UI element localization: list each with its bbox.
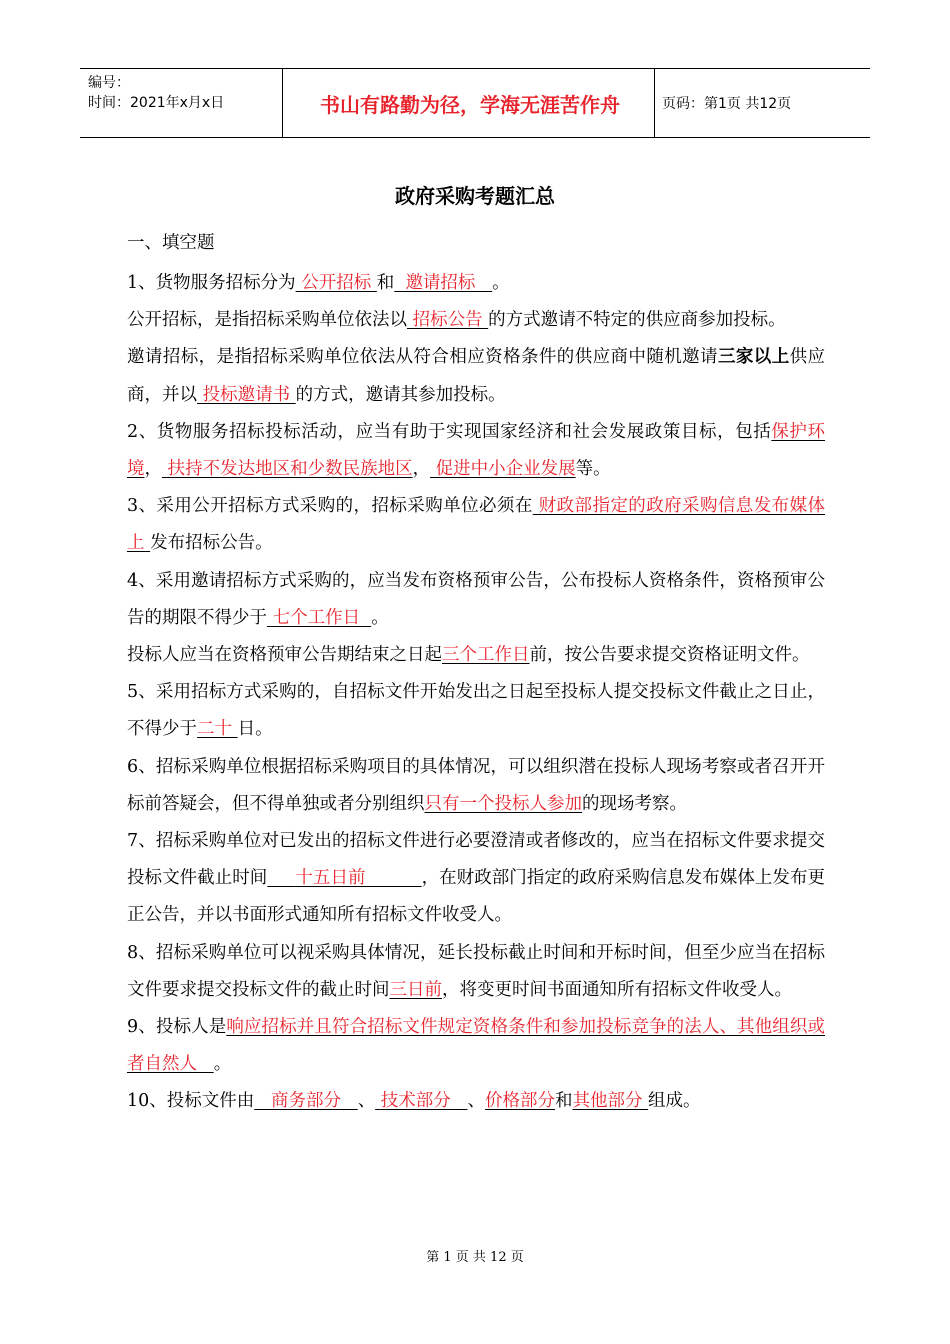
question-text: 、 bbox=[467, 1091, 485, 1112]
header-page-info: 页码：第1页 共12页 bbox=[662, 96, 792, 112]
question-7 bbox=[127, 823, 825, 935]
answer: 财政部指定的政府采购信息发布媒体上 bbox=[127, 496, 825, 554]
question-text: 6、招标采购单位根据招标采购项目的具体情况，可以组织潜在投标人现场考察或者召开开标前答疑会，但不得单独或者分别组织 bbox=[127, 756, 825, 814]
paragraph-invite-tender bbox=[127, 339, 825, 413]
question-6 bbox=[127, 749, 825, 823]
question-text: 10、投标文件由 bbox=[127, 1091, 255, 1112]
header-divider bbox=[282, 69, 283, 137]
blank bbox=[451, 1091, 468, 1111]
bold-text: 三家以上 bbox=[717, 347, 790, 368]
question-text: 。 bbox=[371, 607, 389, 628]
answer: 扶持不发达地区和少数民族地区 bbox=[167, 459, 413, 480]
blank bbox=[475, 273, 492, 293]
question-text: 等。 bbox=[575, 459, 611, 480]
question-text: 投标人应当在资格预审公告期结束之日起 bbox=[127, 645, 442, 666]
question-text: ，将变更时间书面通知所有招标文件收受人。 bbox=[442, 979, 792, 1000]
question-text: 。 bbox=[492, 273, 510, 293]
answer: 技术部分 bbox=[380, 1091, 451, 1112]
section-heading: 一、填空题 bbox=[127, 233, 215, 253]
document-body bbox=[127, 228, 825, 1121]
document-title: 政府采购考题汇总 bbox=[395, 184, 555, 208]
question-text: 7、招标采购单位对已发出的招标文件进行必要澄清或者修改的，应当在招标文件要求提交投标文件截止时间 bbox=[127, 831, 825, 889]
blank bbox=[394, 273, 405, 293]
header-motto: 书山有路勤为径，学海无涯苦作舟 bbox=[320, 93, 620, 117]
answer: 其他部分 bbox=[572, 1091, 643, 1112]
header-table bbox=[80, 68, 870, 138]
question-text: 4、采用邀请招标方式采购的，应当发布资格预审公告，公布投标人资格条件，资格预审公告的期限不得少于 bbox=[127, 570, 825, 628]
question-text: 的方式邀请不特定的供应商参加投标。 bbox=[488, 310, 786, 331]
question-text: 发布招标公告。 bbox=[150, 533, 273, 554]
question-text: 供应商，并以 bbox=[127, 347, 826, 405]
question-9 bbox=[127, 1009, 825, 1083]
answer: 邀请招标 bbox=[405, 273, 476, 293]
question-10 bbox=[127, 1083, 825, 1120]
question-text: 8、招标采购单位可以视采购具体情况，延长投标截止时间和开标时间，但至少应当在招标文件要求提交投标文件的截止时间 bbox=[127, 942, 825, 1000]
answer: 三日前 bbox=[389, 979, 442, 1000]
blank bbox=[341, 1091, 358, 1111]
question-text: 3、采用公开招标方式采购的，招标采购单位必须在 bbox=[127, 496, 533, 517]
paragraph-open-tender bbox=[127, 302, 825, 339]
time-label: 时间：2021年x月x日 bbox=[88, 95, 225, 111]
blank bbox=[197, 1054, 214, 1074]
number-label: 编号： bbox=[88, 75, 130, 91]
blank bbox=[360, 608, 371, 628]
answer: 公开招标 bbox=[301, 273, 372, 293]
question-text: 。 bbox=[213, 1054, 232, 1075]
question-text: 日。 bbox=[237, 719, 273, 740]
answer: 三个工作日 bbox=[442, 645, 530, 666]
question-text: 1、货物服务招标分为 bbox=[127, 273, 296, 293]
question-2 bbox=[127, 414, 825, 488]
paragraph-prequalification bbox=[127, 637, 825, 674]
question-text: 5、采用招标方式采购的，自招标文件开始发出之日起至投标人提交投标文件截止之日止，不得少于 bbox=[127, 682, 825, 740]
page-footer: 第 1 页 共 12 页 bbox=[426, 1250, 524, 1265]
answer: 价格部分 bbox=[484, 1091, 555, 1112]
answer: 七个工作日 bbox=[272, 607, 361, 628]
blank bbox=[366, 868, 422, 888]
answer: 保护环境 bbox=[127, 421, 825, 480]
question-text: 9、投标人是 bbox=[127, 1017, 227, 1038]
answer: 投标邀请书 bbox=[202, 384, 291, 405]
question-text: 公开招标，是指招标采购单位依法以 bbox=[127, 310, 407, 331]
answer: 二十 bbox=[197, 719, 232, 740]
question-text: 和 bbox=[376, 273, 395, 293]
answer: 商务部分 bbox=[270, 1091, 341, 1112]
answer: 只有一个投标人参加 bbox=[424, 793, 582, 814]
question-text: 2、货物服务招标投标活动，应当有助于实现国家经济和社会发展政策目标，包括 bbox=[127, 421, 772, 442]
question-1 bbox=[127, 265, 825, 302]
question-8 bbox=[127, 935, 825, 1009]
question-text: 、 bbox=[357, 1091, 376, 1112]
blank bbox=[254, 1091, 271, 1111]
question-text: 前，按公告要求提交资格证明文件。 bbox=[529, 645, 810, 666]
answer: 响应招标并且符合招标文件规定资格条件和参加投标竞争的法人、其他组织或者自然人 bbox=[127, 1017, 825, 1075]
answer: 招标公告 bbox=[412, 310, 483, 331]
question-text: ， bbox=[412, 459, 431, 480]
question-text: ，在财政部门指定的政府采购信息发布媒体上发布更正公告，并以书面形式通知所有招标文件收受人。 bbox=[127, 868, 826, 926]
question-text: 的现场考察。 bbox=[582, 793, 687, 814]
question-text: 的方式，邀请其参加投标。 bbox=[295, 384, 506, 405]
question-text: ， bbox=[144, 459, 162, 480]
header-meta bbox=[88, 73, 224, 113]
answer: 促进中小企业发展 bbox=[435, 459, 576, 480]
question-5 bbox=[127, 674, 825, 748]
question-text: 和 bbox=[554, 1091, 573, 1112]
question-text: 组成。 bbox=[648, 1091, 701, 1112]
question-text: 邀请招标，是指招标采购单位依法从符合相应资格条件的供应商中随机邀请 bbox=[127, 347, 718, 368]
answer: 十五日前 bbox=[295, 868, 366, 889]
blank bbox=[267, 868, 295, 888]
question-4 bbox=[127, 563, 825, 637]
question-3 bbox=[127, 488, 825, 562]
